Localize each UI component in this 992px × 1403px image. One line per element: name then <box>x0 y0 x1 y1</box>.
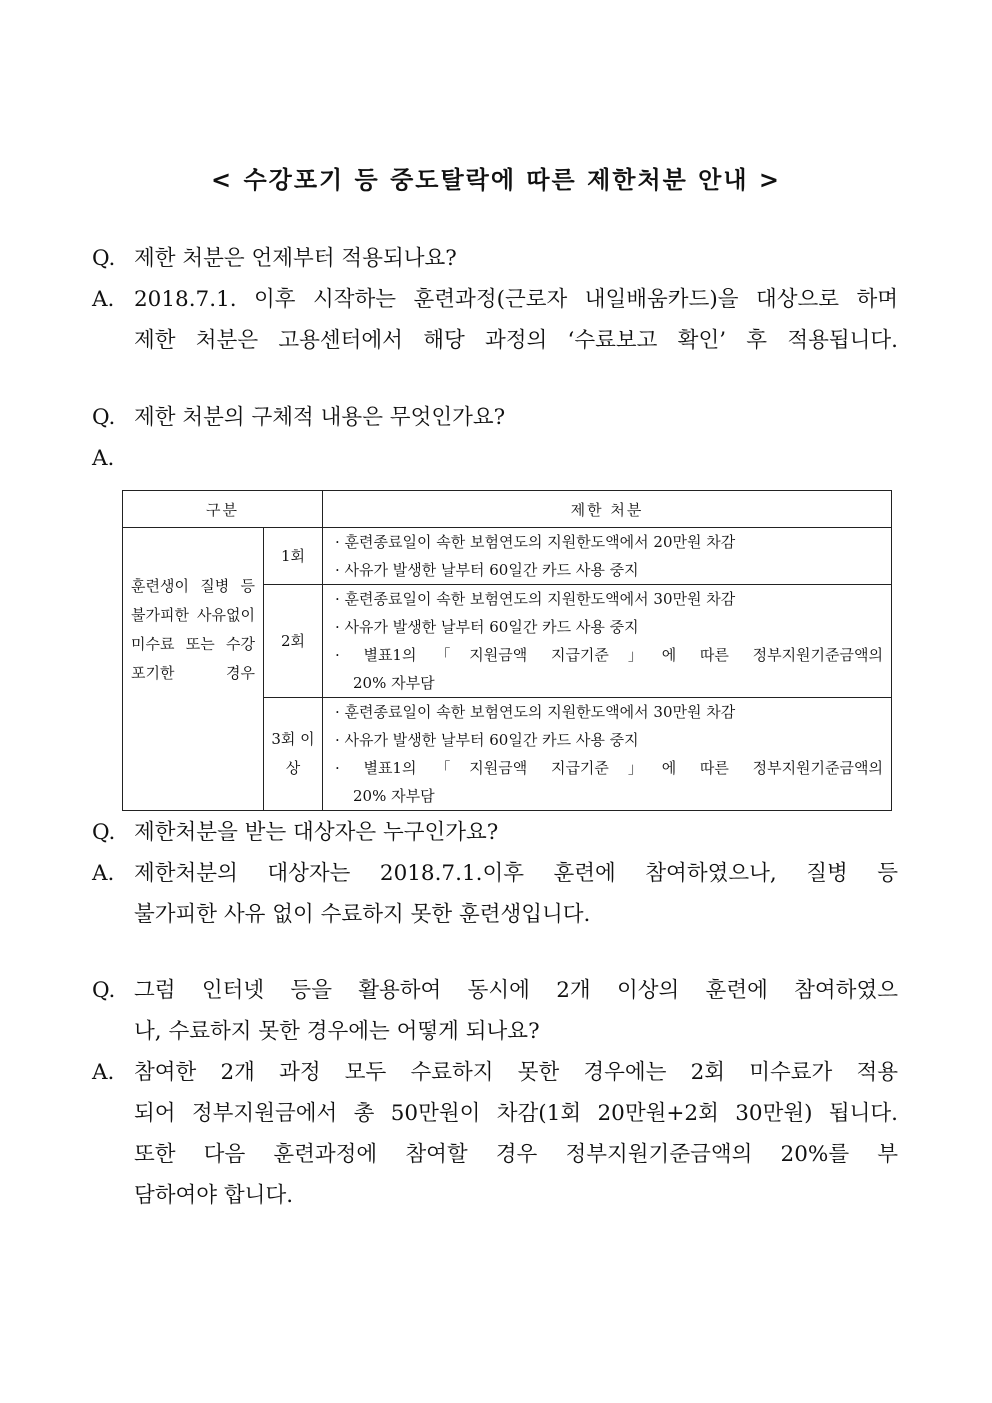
answer-line: 참여한 2개 과정 모두 수료하지 못한 경우에는 2회 미수료가 적용 <box>134 1060 898 1085</box>
restriction-line: · 훈련종료일이 속한 보험연도의 지원한도액에서 30만원 차감 <box>335 590 736 608</box>
restriction-line: · 별표1의「지원금액 지급기준」에 따른 정부지원기준금액의 <box>335 759 883 777</box>
answer-label: A. <box>92 446 115 471</box>
answer-label: A. <box>92 861 115 886</box>
page-title: < 수강포기 등 중도탈락에 따른 제한처분 안내 > <box>210 165 782 194</box>
restriction-line: · 훈련종료일이 속한 보험연도의 지원한도액에서 30만원 차감 <box>335 703 736 721</box>
restriction-cell <box>323 698 892 811</box>
question-text: 제한 처분의 구체적 내용은 무엇인가요? <box>134 405 506 430</box>
restriction-cell <box>323 585 892 698</box>
restriction-line: · 사유가 발생한 날부터 60일간 카드 사용 중지 <box>335 731 639 749</box>
answer-line: 제한 처분은 고용센터에서 해당 과정의 ‘수료보고 확인’ 후 적용됩니다. <box>134 328 898 353</box>
question-label: Q. <box>92 820 116 845</box>
restriction-line: 20% 자부담 <box>353 787 435 805</box>
restriction-line: 20% 자부담 <box>353 674 435 692</box>
answer-line: 되어 정부지원금에서 총 50만원이 차감(1회 20만원+2회 30만원) 됩니다. <box>134 1101 898 1126</box>
question-label: Q. <box>92 405 116 430</box>
answer-label: A. <box>92 287 115 312</box>
answer-line: 불가피한 사유 없이 수료하지 못한 훈련생입니다. <box>134 902 591 927</box>
restriction-table <box>122 490 892 811</box>
question-line: 나, 수료하지 못한 경우에는 어떻게 되나요? <box>134 1019 540 1044</box>
header-restriction: 제한 처분 <box>323 491 892 528</box>
qa-block-start-date <box>92 238 898 361</box>
question-label: Q. <box>92 246 116 271</box>
answer-line: 담하여야 합니다. <box>134 1183 294 1208</box>
count-cell: 3회 이상 <box>264 698 323 811</box>
answer-line: 제한처분의 대상자는 2018.7.1.이후 훈련에 참여하였으나, 질병 등 <box>134 861 898 886</box>
qa-block-details <box>92 397 898 479</box>
restriction-line: · 훈련종료일이 속한 보험연도의 지원한도액에서 20만원 차감 <box>335 533 736 551</box>
count-cell: 1회 <box>264 528 323 585</box>
answer-label: A. <box>92 1060 115 1085</box>
restriction-line: · 별표1의「지원금액 지급기준」에 따른 정부지원기준금액의 <box>335 646 883 664</box>
question-text: 제한 처분은 언제부터 적용되나요? <box>134 246 457 271</box>
count-cell: 2회 <box>264 585 323 698</box>
qa-block-target <box>92 812 898 935</box>
question-label: Q. <box>92 978 116 1003</box>
restriction-line: · 사유가 발생한 날부터 60일간 카드 사용 중지 <box>335 561 639 579</box>
restriction-cell <box>323 528 892 585</box>
question-line: 그럼 인터넷 등을 활용하여 동시에 2개 이상의 훈련에 참여하였으 <box>134 978 898 1003</box>
question-text: 제한처분을 받는 대상자은 누구인가요? <box>134 820 499 845</box>
answer-line: 2018.7.1. 이후 시작하는 훈련과정(근로자 내일배움카드)을 대상으로 하며 <box>134 287 898 312</box>
condition-cell: 훈련생이 질병 등 불가피한 사유없이 미수료 또는 수강포기한 경우 <box>123 528 264 811</box>
answer-line: 또한 다음 훈련과정에 참여할 경우 정부지원기준금액의 20%를 부 <box>134 1142 898 1167</box>
qa-block-multiple <box>92 970 898 1216</box>
header-category: 구분 <box>123 491 323 528</box>
restriction-line: · 사유가 발생한 날부터 60일간 카드 사용 중지 <box>335 618 639 636</box>
